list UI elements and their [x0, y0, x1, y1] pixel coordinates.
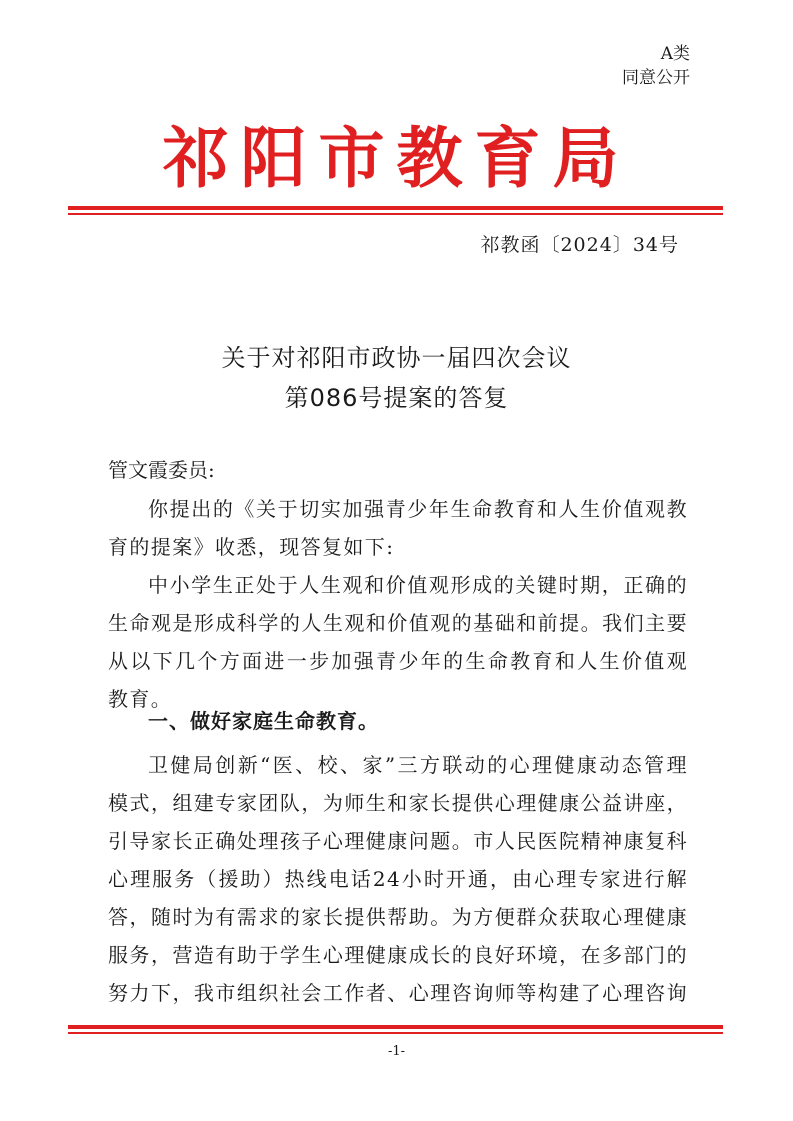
footer-divider-thick	[68, 1025, 723, 1029]
letterhead-org-name: 祁阳市教育局	[162, 119, 631, 197]
paragraph-line: 中小学生正处于人生观和价值观形成的关键时期，正确的	[148, 573, 688, 597]
paragraph-line: 服务，营造有助于学生心理健康成长的良好环境，在多部门的	[108, 943, 688, 967]
paragraph-line: 努力下，我市组织社会工作者、心理咨询师等构建了心理咨询	[108, 981, 688, 1005]
paragraph-intro	[108, 490, 688, 566]
paragraph-line: 引导家长正确处理孩子心理健康问题。市人民医院精神康复科	[108, 829, 688, 853]
paragraph-context	[108, 566, 688, 718]
title-line-1: 关于对祁阳市政协一届四次会议	[221, 344, 572, 372]
letterhead-divider-thick	[68, 206, 723, 210]
paragraph-line: 育的提案》收悉，现答复如下:	[108, 535, 395, 559]
paragraph-line: 从以下几个方面进一步加强青少年的生命教育和人生价值观	[108, 649, 688, 673]
disclosure-status: 同意公开	[622, 68, 690, 88]
document-title	[0, 338, 793, 418]
classification-mark	[622, 42, 690, 90]
paragraph-line: 生命观是形成科学的人生观和价值观的基础和前提。我们主要	[108, 611, 688, 635]
page-number: -1-	[387, 1044, 406, 1059]
footer-divider-thin	[68, 1032, 723, 1034]
document-number: 祁教函〔2024〕34号	[480, 234, 679, 256]
paragraph-line: 心理服务（援助）热线电话24小时开通，由心理专家进行解	[108, 867, 688, 891]
letterhead-divider-thin	[68, 213, 723, 215]
classification-level: A类	[660, 44, 690, 64]
salutation: 管文霞委员:	[108, 458, 215, 482]
paragraph-line: 你提出的《关于切实加强青少年生命教育和人生价值观教	[148, 497, 688, 521]
paragraph-line: 模式，组建专家团队，为师生和家长提供心理健康公益讲座，	[108, 791, 688, 815]
section-heading: 一、做好家庭生命教育。	[148, 709, 379, 733]
paragraph-family-education	[108, 746, 688, 1012]
title-line-2: 第086号提案的答复	[284, 384, 509, 412]
paragraph-line: 卫健局创新“医、校、家”三方联动的心理健康动态管理	[148, 753, 688, 777]
paragraph-line: 答，随时为有需求的家长提供帮助。为方便群众获取心理健康	[108, 905, 688, 929]
paragraph-line: 教育。	[108, 687, 173, 711]
